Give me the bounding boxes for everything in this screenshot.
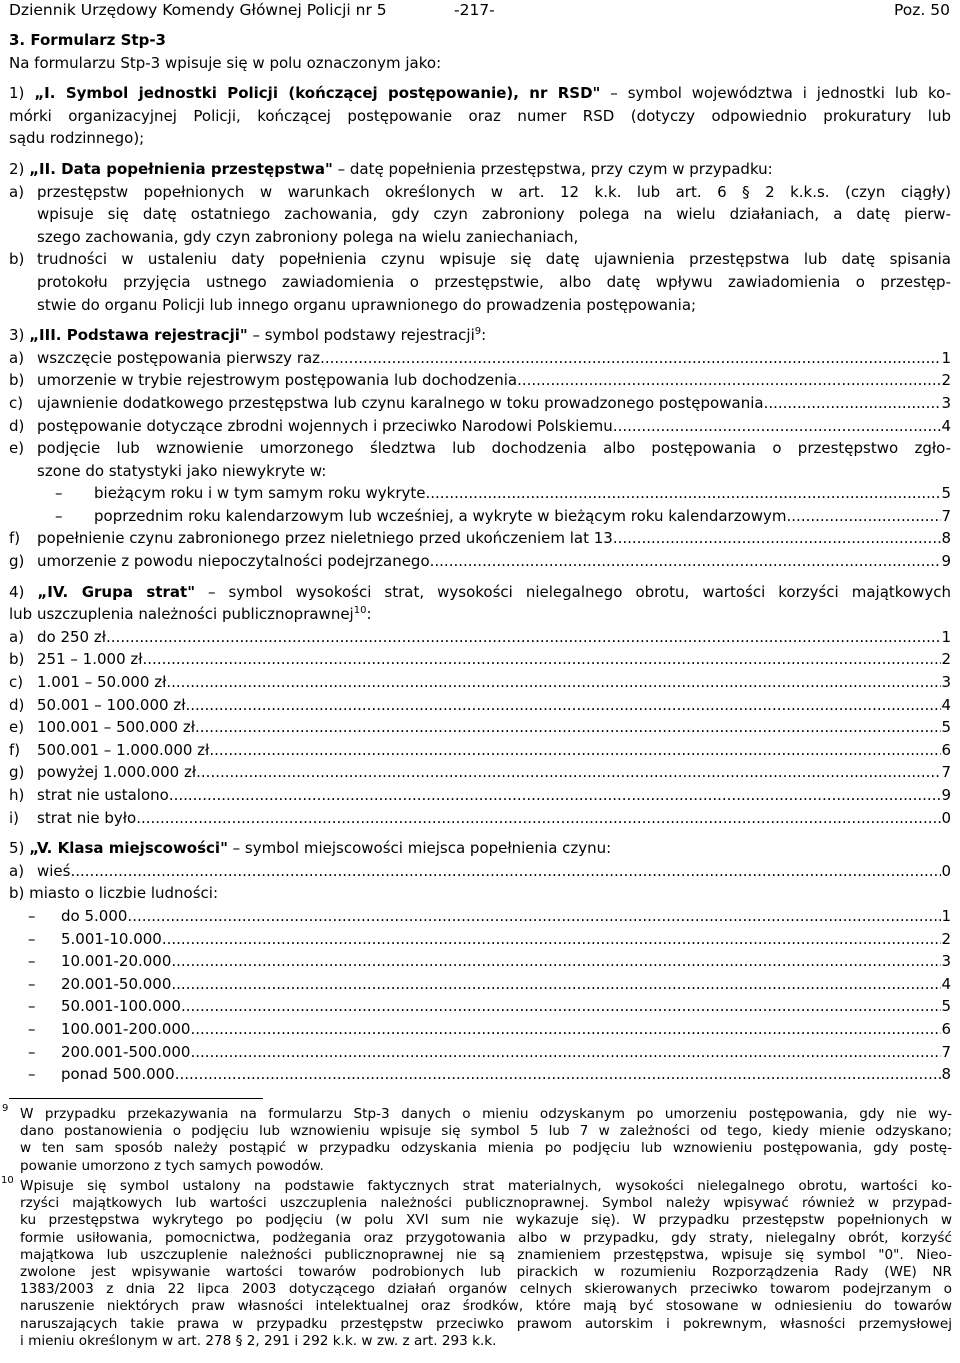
item-text: 251 – 1.000 zł — [37, 650, 143, 669]
item-label: d) — [9, 695, 25, 714]
item-text: strat nie ustalono — [37, 786, 169, 804]
item-text: ponad 500.000 — [61, 1065, 175, 1084]
list-item — [9, 739, 951, 762]
item-value: 9 — [941, 552, 951, 571]
p3-list-2 — [9, 527, 951, 572]
p3-list — [9, 347, 951, 437]
list-item — [9, 950, 951, 973]
list-item — [9, 1041, 951, 1064]
paragraph-5 — [9, 837, 951, 1086]
list-item — [9, 761, 951, 784]
leader-dots — [430, 550, 942, 573]
item-label: – — [55, 506, 63, 525]
p2-heading: „II. Data popełnienia przestępstwa" — [29, 159, 333, 178]
footnote-line: majątkowa lub uszczuplenie należności publicznoprawnej nie są znamieniem przestępstwa, wpisuje się symbol "0". Nieo- — [20, 1246, 952, 1263]
p5-num: 5) — [9, 839, 25, 858]
list-item — [9, 671, 951, 694]
item-value: 6 — [941, 740, 951, 759]
paragraph-1 — [9, 82, 951, 150]
p3-num: 3) — [9, 326, 25, 345]
item-label: f) — [9, 529, 21, 548]
item-label: h) — [9, 786, 25, 804]
item-label: – — [28, 906, 36, 925]
item-label: b) — [9, 650, 25, 669]
p2b-line1: trudności w ustaleniu daty popełnienia czynu wpisuje się datę ujawnienia przestępstwa lub datę spisania — [37, 250, 951, 269]
leader-dots — [613, 527, 942, 550]
item-label: – — [28, 1042, 36, 1061]
p1-line2: mórki organizacyjnej Policji, kończącej postępowanie oraz numer RSD (dotyczy odpowiednio prokuratury lub — [9, 106, 951, 125]
item-text: 10.001-20.000 — [61, 952, 172, 971]
item-value: 8 — [941, 1065, 951, 1084]
item-value: 3 — [941, 393, 951, 412]
paragraph-2 — [9, 158, 951, 316]
item-value: 3 — [941, 952, 951, 971]
list-item — [9, 347, 951, 370]
leader-dots — [209, 739, 941, 762]
footnote-9-text — [9, 1106, 952, 1175]
leader-dots — [181, 995, 942, 1018]
item-label: f) — [9, 740, 21, 759]
item-label: – — [28, 929, 36, 948]
footnote-line: naruszenie niektórych praw własności intelektualnej oraz środków, które mają być stosowane w odniesieniu do towarów — [20, 1298, 952, 1315]
p2-num: 2) — [9, 159, 25, 178]
item-text: ujawnienie dodatkowego przestępstwa lub czynu karalnego w toku prowadzonego postępowania — [37, 393, 764, 412]
item-label: – — [28, 997, 36, 1016]
item-value: 0 — [941, 808, 951, 827]
item-label: a) — [9, 627, 25, 646]
leader-dots — [175, 1063, 942, 1086]
item-value: 5 — [941, 997, 951, 1016]
item-label: – — [55, 484, 63, 503]
footnote-line: W przypadku przekazywania na formularzu Stp-3 danych o mieniu odzyskanym po umorzeniu postępowania, gdy nie wy- — [20, 1106, 952, 1122]
p5-list — [9, 905, 951, 1086]
list-item — [9, 505, 951, 528]
item-text: poprzednim roku kalendarzowym lub wcześniej, a wykryte w bieżącym roku kalendarzowym — [94, 506, 787, 525]
p1-line3: sądu rodzinnego); — [9, 129, 145, 148]
item-text: wieś — [37, 861, 71, 880]
item-text: umorzenie w trybie rejestrowym postępowania lub dochodzenia — [37, 371, 518, 390]
list-item — [9, 716, 951, 739]
p2a-line2: wpisuje się datę ostatniego zachowania, gdy czyn zabroniony polega na wielu działaniach, a datę pierw- — [37, 205, 951, 224]
list-item — [9, 482, 951, 505]
list-item — [9, 995, 951, 1018]
item-label: – — [28, 1019, 36, 1038]
p2-text: – datę popełnienia przestępstwa, przy czym w przypadku: — [332, 159, 773, 178]
item-value: 1 — [941, 906, 951, 925]
leader-dots — [169, 784, 942, 807]
item-text: strat nie było — [37, 808, 137, 827]
item-value: 4 — [941, 695, 951, 714]
item-text: 100.001 – 500.000 zł — [37, 718, 195, 737]
item-label: – — [28, 974, 36, 993]
list-item — [9, 784, 951, 807]
p4-heading: „IV. Grupa strat" — [37, 582, 196, 601]
item-label: – — [28, 1065, 36, 1084]
leader-dots — [764, 392, 942, 415]
list-item — [9, 1063, 951, 1086]
p5-text: – symbol miejscowości miejsca popełnienia czynu: — [227, 839, 612, 858]
item-value: 2 — [941, 371, 951, 390]
leader-dots — [787, 505, 942, 528]
list-item — [9, 1018, 951, 1041]
item-text: powyżej 1.000.000 zł — [37, 763, 197, 782]
item-value: 9 — [941, 786, 951, 804]
leader-dots — [106, 626, 941, 649]
leader-dots — [613, 415, 942, 438]
p1-heading: „I. Symbol jednostki Policji (kończącej postępowanie), nr RSD" — [34, 84, 601, 103]
list-item — [9, 928, 951, 951]
page-header — [9, 1, 951, 29]
item-value: 0 — [941, 861, 951, 880]
item-value: 7 — [941, 506, 951, 525]
footnote-10 — [1, 1175, 952, 1350]
list-item — [9, 626, 951, 649]
leader-dots — [70, 860, 941, 883]
item-label: c) — [9, 673, 24, 692]
list-item — [9, 415, 951, 438]
list-item — [9, 694, 951, 717]
leader-dots — [320, 347, 941, 370]
list-item — [9, 648, 951, 671]
p3e-line1: podjęcie lub wznowienie umorzonego śledztwa lub dochodzenia albo postępowania o przestępstwo zgło- — [37, 439, 951, 458]
leader-dots — [162, 928, 942, 951]
p3-tail: : — [481, 326, 487, 345]
item-label: a) — [9, 348, 25, 367]
item-label: b) — [9, 371, 25, 390]
item-label: c) — [9, 393, 24, 412]
footnote-line: naruszających takie prawa w przypadku przestępstw przeciwko prawom autorskim i pokrewnym, własności przemysłowej — [20, 1315, 952, 1332]
item-label: g) — [9, 763, 25, 782]
journal-title: Dziennik Urzędowy Komendy Głównej Policji nr 5 — [9, 1, 387, 19]
item-text: umorzenie z powodu niepoczytalności podejrzanego — [37, 552, 430, 571]
list-item — [9, 973, 951, 996]
footnote-line: powanie umorzono z tych samych powodów. — [20, 1157, 324, 1174]
leader-dots — [166, 671, 941, 694]
item-text: 50.001-100.000 — [61, 997, 181, 1016]
item-label: a) — [9, 861, 25, 880]
list-item — [9, 860, 951, 883]
p2a-line1: przestępstw popełnionych w warunkach określonych w art. 12 k.k. lub art. 6 § 2 k.k.s. (czyn ciągły) — [37, 182, 951, 201]
p3-heading: „III. Podstawa rejestracji" — [29, 326, 248, 345]
item-text: do 5.000 — [61, 906, 128, 925]
footnote-line: w ten sam sposób należy postąpić w przypadku odzyskania mienia po podjęciu lub wznowieniu postępowania, gdy postę- — [20, 1140, 952, 1157]
item-label: g) — [9, 552, 25, 571]
leader-dots — [426, 482, 942, 505]
list-item — [9, 807, 951, 830]
item-value: 6 — [941, 1019, 951, 1038]
item-text: do 250 zł — [37, 627, 107, 646]
list-item — [9, 527, 951, 550]
item-value: 1 — [941, 627, 951, 646]
item-value: 5 — [941, 718, 951, 737]
item-value: 5 — [941, 484, 951, 503]
footnote-ref-9[interactable]: 9 — [474, 326, 482, 338]
item-text: 100.001-200.000 — [61, 1019, 191, 1038]
p2a-label: a) — [9, 182, 25, 201]
item-text: 5.001-10.000 — [61, 929, 162, 948]
footnote-9 — [2, 1103, 952, 1175]
item-text: popełnienie czynu zabronionego przez nieletniego przed ukończeniem lat 13 — [37, 529, 613, 548]
leader-dots — [195, 716, 941, 739]
list-item — [9, 905, 951, 928]
item-label: – — [28, 952, 36, 971]
p4-list — [9, 626, 951, 829]
p1-text: – symbol województwa i jednostki lub ko- — [600, 84, 951, 103]
section-intro: Na formularzu Stp-3 wpisuje się w polu oznaczonym jako: — [9, 53, 442, 72]
p2b-label: b) — [9, 250, 25, 269]
footnote-ref-10[interactable]: 10 — [353, 605, 367, 617]
item-text: 50.001 – 100.000 zł — [37, 695, 186, 714]
footnote-9-number: 9 — [2, 1103, 9, 1114]
item-value: 2 — [941, 929, 951, 948]
list-item — [9, 392, 951, 415]
p3e-label: e) — [9, 439, 25, 458]
item-value: 7 — [941, 763, 951, 782]
item-value: 1 — [941, 348, 951, 367]
leader-dots — [171, 950, 941, 973]
footnote-line: i mieniu określonym w art. 278 § 2, 291 i 292 k.k. w zw. z art. 293 k.k. — [20, 1332, 497, 1349]
item-value: 2 — [941, 650, 951, 669]
item-value: 3 — [941, 673, 951, 692]
p3e-list — [9, 482, 951, 527]
position-number: Poz. 50 — [894, 1, 950, 19]
p5b-text: b) miasto o liczbie ludności: — [9, 884, 219, 903]
footnote-10-number: 10 — [1, 1175, 14, 1186]
item-text: 1.001 – 50.000 zł — [37, 673, 167, 692]
list-item — [9, 369, 951, 392]
footnote-line: zwolone jest wpisywanie wartości towarów podrobionych lub pirackich w rozumieniu Rozporządzenia Rady (WE) NR — [20, 1264, 952, 1281]
list-item — [9, 550, 951, 573]
item-text: bieżącym roku i w tym samym roku wykryte — [94, 484, 426, 503]
p4-line2: lub uszczuplenia należności publicznoprawnej — [9, 605, 354, 624]
footnote-line: Wpisuje się symbol ustalony na podstawie faktycznych strat materialnych, wysokości nielegalnego obrotu, wartości ko- — [20, 1178, 952, 1194]
footnote-line: rzyści majątkowych lub wartości uszczuplenia należności publicznoprawnej. Symbol należy wpisywać również w przypad- — [20, 1195, 952, 1212]
p4-tail: : — [366, 605, 372, 624]
item-value: 8 — [941, 529, 951, 548]
item-label: d) — [9, 416, 25, 435]
leader-dots — [143, 648, 942, 671]
item-value: 4 — [941, 416, 951, 435]
p2b-line2: protokołu przyjęcia ustnego zawiadomienia o przestępstwie, albo datę wpływu zawiadomienia o przestęp- — [37, 272, 951, 291]
leader-dots — [127, 905, 941, 928]
p4-num: 4) — [9, 582, 25, 601]
section-title: 3. Formularz Stp-3 — [9, 31, 166, 49]
p3-text: – symbol podstawy rejestracji — [247, 326, 475, 345]
footnote-10-text — [9, 1178, 952, 1350]
paragraph-3 — [9, 324, 951, 573]
item-text: postępowanie dotyczące zbrodni wojennych i przeciwko Narodowi Polskiemu — [37, 416, 613, 435]
item-label: i) — [9, 808, 20, 827]
item-text: 200.001-500.000 — [61, 1042, 191, 1061]
page-number: -217- — [454, 1, 495, 19]
item-value: 7 — [941, 1042, 951, 1061]
item-text: 500.001 – 1.000.000 zł — [37, 740, 210, 759]
p3e-line2: szone do statystyki jako niewykryte w: — [37, 461, 327, 480]
footnote-line: dano postanowienia o podjęciu lub wznowieniu wpisuje się symbol 5 lub 7 w zależności od tego, kiedy mienie odzyskano; — [20, 1123, 952, 1140]
footnote-rule — [9, 1098, 263, 1099]
item-text: wszczęcie postępowania pierwszy raz — [37, 348, 321, 367]
footnote-line: formie usiłowania, pomocnictwa, podżegania oraz przygotowania albo w przypadku, gdy straty, nielegalny obrót, korzyść — [20, 1229, 952, 1246]
leader-dots — [171, 973, 941, 996]
item-label: e) — [9, 718, 25, 737]
p1-num: 1) — [9, 84, 25, 103]
p4-text: – symbol wysokości strat, wysokości nielegalnego obrotu, wartości korzyści majątkowych — [195, 582, 952, 601]
leader-dots — [136, 807, 941, 830]
leader-dots — [196, 761, 941, 784]
item-text: 20.001-50.000 — [61, 974, 172, 993]
leader-dots — [190, 1041, 941, 1064]
p5-heading: „V. Klasa miejscowości" — [29, 839, 228, 858]
leader-dots — [190, 1018, 941, 1041]
leader-dots — [517, 369, 941, 392]
item-value: 4 — [941, 974, 951, 993]
paragraph-4 — [9, 581, 951, 830]
p2a-line3: szego zachowania, gdy czyn zabroniony polega na wielu zaniechaniach, — [37, 227, 579, 246]
p2b-line3: stwie do organu Policji lub innego organu uprawnionego do prowadzenia postępowania; — [37, 295, 697, 314]
leader-dots — [185, 694, 941, 717]
footnote-line: ku przestępstwa wykrytego po podjęciu (w polu XVI sum nie wykazuje się). W przypadku przestępstw popełnionych w — [20, 1212, 952, 1229]
footnote-line: 1383/2003 z dnia 22 lipca 2003 dotyczącego działań organów celnych skierowanych przeciwko towarom podejrzanym o — [20, 1281, 952, 1298]
